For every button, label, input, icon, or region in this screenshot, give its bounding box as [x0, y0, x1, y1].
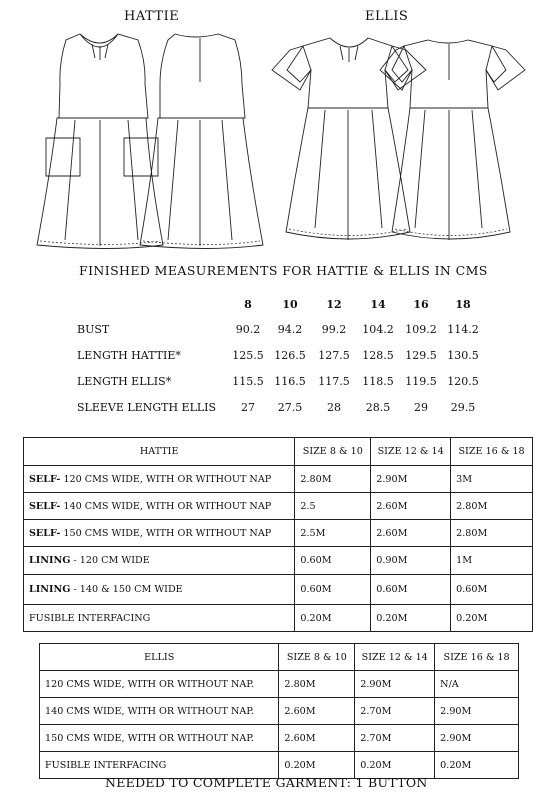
measurement-value: 127.5	[318, 349, 350, 362]
row-label: 120 CMS WIDE, WITH OR WITHOUT NAP	[60, 473, 272, 485]
measurement-value: 29	[414, 401, 428, 414]
measurements-title: FINISHED MEASUREMENTS FOR HATTIE & ELLIS IN CMS	[79, 263, 488, 278]
table-cell: 2.80M	[451, 493, 533, 520]
table-header: SIZE 8 & 10	[279, 644, 355, 671]
row-label-bold: SELF-	[29, 500, 61, 512]
measurement-value: 104.2	[362, 323, 394, 336]
measurement-label: SLEEVE LENGTH ELLIS	[77, 401, 217, 414]
table-header: SIZE 12 & 14	[371, 438, 451, 466]
hattie-fabric-table	[23, 437, 533, 632]
measurement-value: 116.5	[274, 375, 306, 388]
table-cell: 2.90M	[435, 698, 519, 725]
table-row	[40, 725, 519, 752]
row-label: 140 CMS WIDE, WITH OR WITHOUT NAP	[60, 500, 272, 512]
measurement-value: 117.5	[318, 375, 350, 388]
table-row	[24, 493, 533, 520]
size-header: 14	[370, 298, 386, 311]
table-row	[24, 605, 533, 632]
table-cell: 0.60M	[295, 575, 371, 605]
table-cell: 2.60M	[279, 698, 355, 725]
footer-note: NEEDED TO COMPLETE GARMENT: 1 BUTTON	[105, 775, 428, 790]
measurement-value: 99.2	[321, 323, 347, 336]
row-label: 150 CMS WIDE, WITH OR WITHOUT NAP.	[40, 725, 279, 752]
table-cell: 0.20M	[295, 605, 371, 632]
measurement-value: 129.5	[405, 349, 437, 362]
row-label: FUSIBLE INTERFACING	[40, 752, 279, 779]
table-cell: 0.90M	[371, 547, 451, 575]
table-cell: 1M	[451, 547, 533, 575]
table-header: SIZE 16 & 18	[451, 438, 533, 466]
row-label-bold: SELF-	[29, 473, 61, 485]
table-cell: 0.20M	[355, 752, 435, 779]
row-label-bold: LINING	[29, 555, 71, 566]
measurement-value: 125.5	[232, 349, 264, 362]
measurement-label: LENGTH ELLIS*	[77, 375, 172, 388]
table-cell: 2.60M	[371, 493, 451, 520]
size-header: 8	[244, 298, 252, 311]
table-cell: 2.90M	[355, 671, 435, 698]
table-cell: 2.70M	[355, 725, 435, 752]
measurement-value: 118.5	[362, 375, 394, 388]
row-label: 140 CMS WIDE, WITH OR WITHOUT NAP.	[40, 698, 279, 725]
table-row	[40, 698, 519, 725]
table-cell: 0.20M	[371, 605, 451, 632]
table-cell: 3M	[451, 466, 533, 493]
table-cell: 0.60M	[371, 575, 451, 605]
measurement-value: 29.5	[450, 401, 476, 414]
measurement-value: 28	[327, 401, 341, 414]
table-cell: 2.5	[295, 493, 371, 520]
measurement-value: 114.2	[447, 323, 479, 336]
table-row	[24, 547, 533, 575]
table-row	[24, 520, 533, 547]
table-cell: 0.20M	[279, 752, 355, 779]
table-cell: 0.60M	[451, 575, 533, 605]
size-header: 16	[413, 298, 429, 311]
measurement-value: 120.5	[447, 375, 479, 388]
table-cell: 0.20M	[435, 752, 519, 779]
table-header: SIZE 12 & 14	[355, 644, 435, 671]
measurement-label: BUST	[77, 323, 110, 336]
table-row	[24, 575, 533, 605]
measurement-value: 27.5	[277, 401, 303, 414]
row-label-bold: LINING	[29, 584, 71, 595]
measurement-value: 94.2	[277, 323, 303, 336]
table-cell: 2.5M	[295, 520, 371, 547]
measurement-value: 90.2	[235, 323, 261, 336]
size-header: 18	[455, 298, 471, 311]
measurement-value: 128.5	[362, 349, 394, 362]
row-label: 120 CMS WIDE, WITH OR WITHOUT NAP.	[40, 671, 279, 698]
table-cell: 0.60M	[295, 547, 371, 575]
table-header: HATTIE	[24, 438, 295, 466]
table-cell: 2.60M	[371, 520, 451, 547]
table-row	[24, 466, 533, 493]
table-header: SIZE 16 & 18	[435, 644, 519, 671]
measurement-value: 119.5	[405, 375, 437, 388]
measurement-value: 27	[241, 401, 255, 414]
measurement-value: 109.2	[405, 323, 437, 336]
table-row	[40, 671, 519, 698]
measurement-value: 115.5	[232, 375, 264, 388]
table-cell: 2.80M	[295, 466, 371, 493]
size-header: 10	[282, 298, 298, 311]
table-cell: 2.90M	[371, 466, 451, 493]
size-header: 12	[326, 298, 342, 311]
row-label: FUSIBLE INTERFACING	[29, 612, 151, 624]
table-header: ELLIS	[40, 644, 279, 671]
table-cell: N/A	[435, 671, 519, 698]
measurement-value: 130.5	[447, 349, 479, 362]
table-cell: 2.80M	[451, 520, 533, 547]
row-label: - 140 & 150 CM WIDE	[70, 584, 183, 595]
measurement-value: 126.5	[274, 349, 306, 362]
ellis-title: ELLIS	[365, 9, 409, 24]
row-label-bold: SELF-	[29, 527, 61, 539]
hattie-title: HATTIE	[124, 9, 180, 24]
table-cell: 2.90M	[435, 725, 519, 752]
ellis-fabric-table	[39, 643, 519, 779]
measurement-label: LENGTH HATTIE*	[77, 349, 181, 362]
row-label: 150 CMS WIDE, WITH OR WITHOUT NAP	[60, 527, 272, 539]
measurement-value: 28.5	[365, 401, 391, 414]
table-cell: 2.60M	[279, 725, 355, 752]
table-cell: 2.80M	[279, 671, 355, 698]
table-cell: 2.70M	[355, 698, 435, 725]
table-cell: 0.20M	[451, 605, 533, 632]
table-header: SIZE 8 & 10	[295, 438, 371, 466]
row-label: - 120 CM WIDE	[70, 555, 150, 566]
